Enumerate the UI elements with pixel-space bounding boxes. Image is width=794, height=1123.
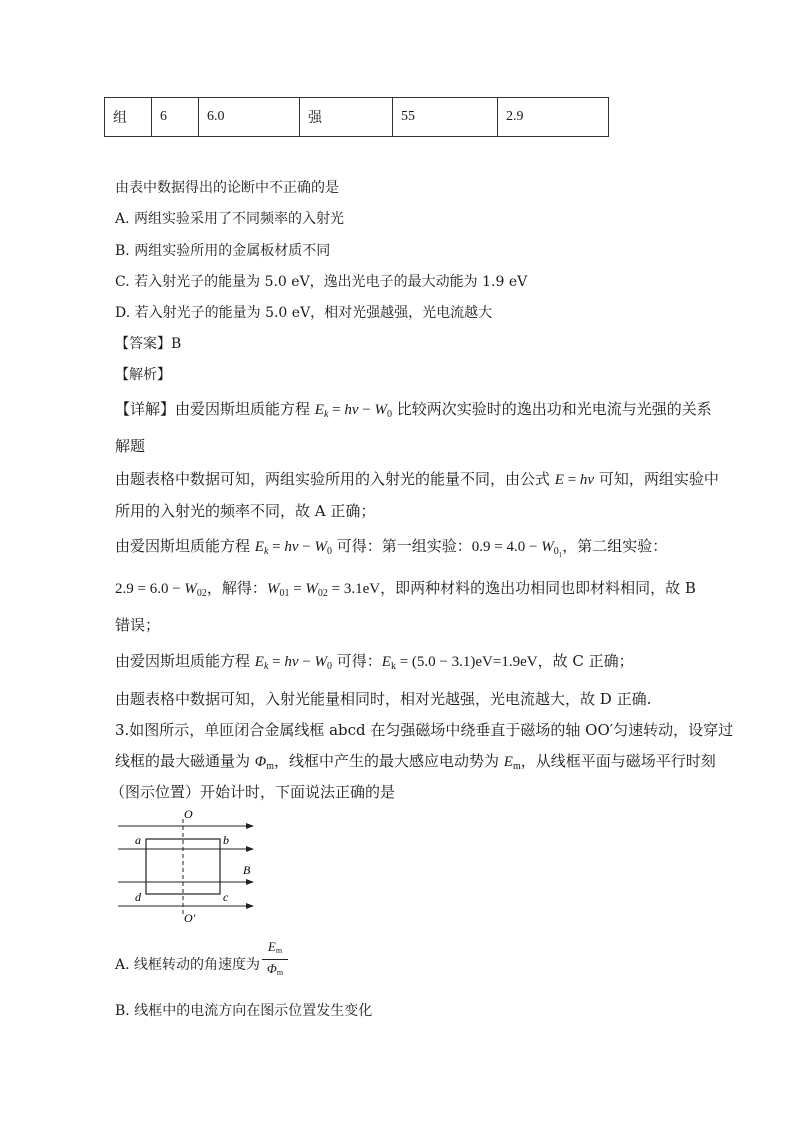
q3-text-c: ，从线框平面与磁场平行时刻 [520,752,716,770]
label-a: a [135,833,141,847]
para2-line-2 [115,577,696,599]
para2-line-3: 错误； [115,616,161,634]
q3-line-3: （图示位置）开始计时，下面说法正确的是 [110,783,396,801]
table-cell: 55 [393,98,498,137]
formula-work-function: $W_{01} = W_{02} = 3.1eV$ [266,581,381,599]
q3-line-2 [115,750,716,772]
label-b: b [223,833,229,847]
detail-line-1 [115,398,712,420]
para3-text-c: ，故 C 正确； [537,652,634,670]
detail-line-2: 解题 [115,437,146,455]
formula-kinetic-energy: $E_k = (5.0 - 3.1)eV=1.9eV$ [381,654,538,672]
fraction-em-over-phim [262,938,288,981]
formula-einstein: $E_k = h\nu - W_0$ [254,654,333,672]
fraction-denominator: $\Phi_m$ [266,961,284,977]
para1-text-a: 由题表格中数据可知，两组实验所用的入射光的能量不同，由公式 [115,470,555,488]
analysis-label: 【解析】 [115,367,171,383]
table-cell: 组 [105,98,152,137]
table-cell: 2.9 [498,98,609,137]
para2-text-a: 由爱因斯坦质能方程 [115,537,255,555]
formula-einstein: $E_k = h\nu - W_0$ [314,402,393,420]
para2-text-e: ，即两种材料的逸出功相同也即材料相同，故 B [380,579,696,597]
detail-prefix: 【详解】由爱因斯坦质能方程 [115,400,315,418]
para2-line-1 [115,535,667,559]
option-a: A. 两组实验采用了不同频率的入射光 [115,211,345,227]
question-stem: 由表中数据得出的论断中不正确的是 [115,180,339,196]
q3-option-b: B. 线框中的电流方向在图示位置发生变化 [115,1003,373,1019]
rotating-loop-diagram [108,806,268,924]
detail-suffix: 比较两次实验时的逸出功和光电流与光强的关系 [392,400,712,418]
q3-line-1: 3.如图所示，单匝闭合金属线框 abcd 在匀强磁场中绕垂直于磁场的轴 OO′匀速转动，设穿过 [115,721,734,739]
label-o-prime: O′ [184,911,196,924]
label-o: O [184,807,193,821]
formula-group1: $0.9 = 4.0 - W_{0_1}$ [471,539,563,559]
formula-photon-energy: E = hν [554,472,595,488]
label-b-field: B [243,863,251,877]
fraction-numerator: $E_m$ [262,938,288,960]
para3-text-a: 由爱因斯坦质能方程 [115,652,255,670]
option-b: B. 两组实验所用的金属板材质不同 [115,243,331,259]
para1-line-2: 所用的入射光的频率不同，故 A 正确； [115,502,376,520]
q3-text-a: 线框的最大磁通量为 [115,752,255,770]
table-cell: 强 [300,98,393,137]
table-cell: 6.0 [199,98,300,137]
q3-option-a: A. 线框转动的角速度为 [115,957,261,973]
formula-group2: $2.9 = 6.0 - W_{02}$ [115,581,207,599]
symbol-e-m: $E_m$ [503,754,521,772]
para2-text-c: ，第二组实验： [562,537,668,555]
symbol-phi-m: $\Phi_m$ [254,754,274,772]
para1-line-1 [115,468,719,489]
q3-text-b: ，线框中产生的最大感应电动势为 [273,752,504,770]
table-cell: 6 [152,98,199,137]
label-d: d [135,890,141,904]
formula-einstein: $E_k = h\nu - W_0$ [254,539,333,557]
option-c: C. 若入射光子的能量为 5.0 eV，逸出光电子的最大动能为 1.9 eV [115,274,528,290]
para4: 由题表格中数据可知，入射光能量相同时，相对光越强，光电流越大，故 D 正确. [115,690,652,708]
option-d: D. 若入射光子的能量为 5.0 eV，相对光强越强，光电流越大 [115,305,493,321]
table-row [105,98,609,137]
para1-text-b: 可知，两组实验中 [594,470,719,488]
label-c: c [223,890,229,904]
answer-label: 【答案】B [115,336,182,352]
para2-text-d: ，解得： [206,579,267,597]
data-table [104,97,609,137]
para3-line-1 [115,650,634,672]
para2-text-b: 可得：第一组实验： [332,537,472,555]
para3-text-b: 可得： [332,652,382,670]
